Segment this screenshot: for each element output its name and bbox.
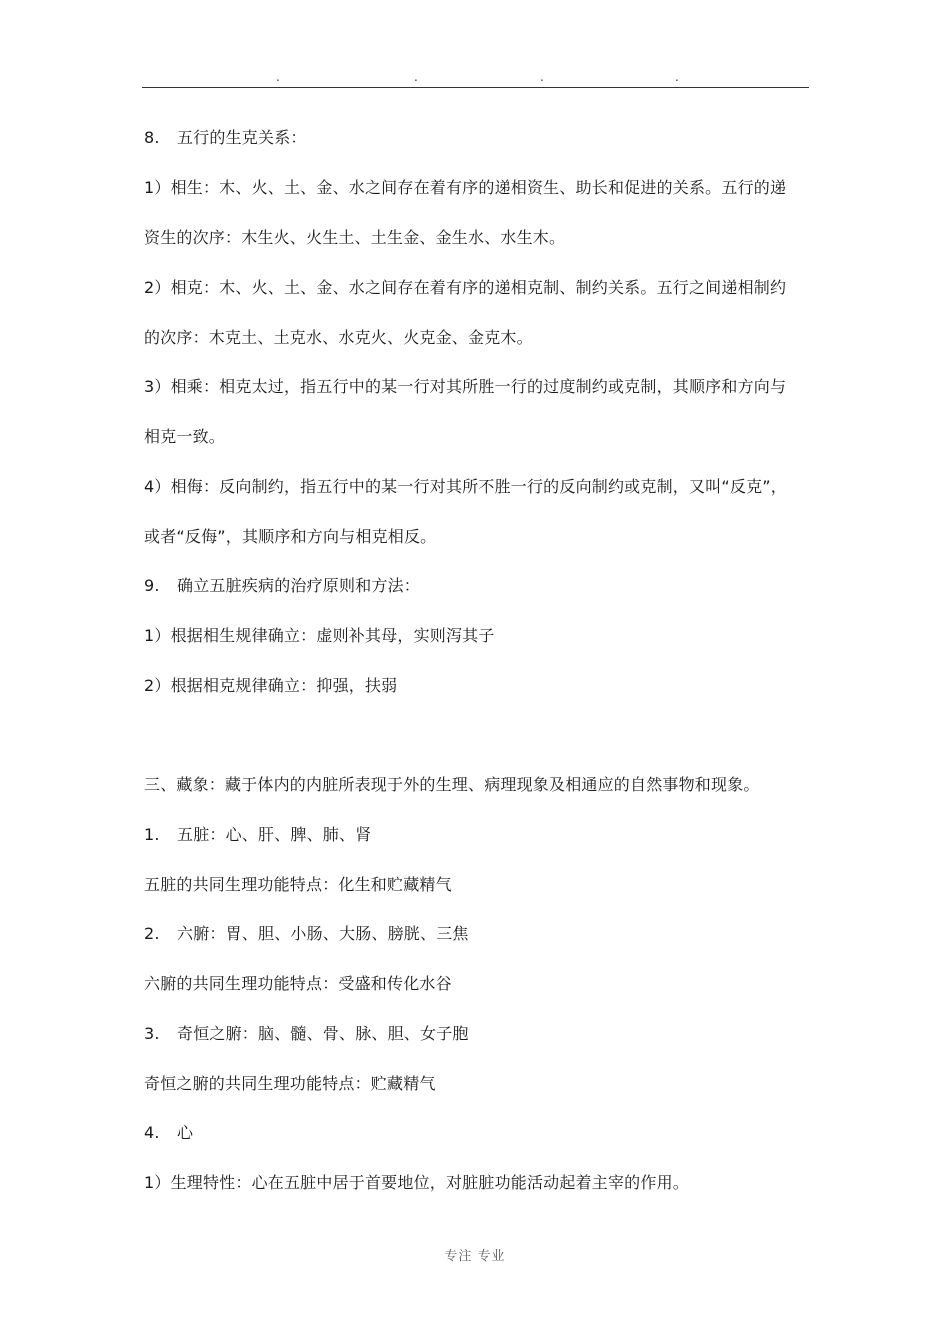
list-number: 3.	[144, 1024, 160, 1043]
header-dot: .	[675, 70, 679, 84]
numbered-item	[144, 924, 469, 944]
section-heading-9	[144, 576, 420, 596]
paragraph-line: 的次序：木克土、土克水、水克火、火克金、金克木。	[144, 328, 533, 347]
paragraph-line: 3）相乘：相克太过，指五行中的某一行对其所胜一行的过度制约或克制，其顺序和方向与	[144, 377, 787, 396]
paragraph-line: 相克一致。	[144, 427, 226, 446]
item-text: 奇恒之腑：脑、髓、骨、脉、胆、女子胞	[177, 1024, 469, 1043]
list-number: 8.	[144, 128, 160, 147]
item-text: 六腑：胃、胆、小肠、大肠、膀胱、三焦	[177, 924, 469, 943]
section-heading-8	[144, 128, 307, 148]
paragraph-line: 2）相克：木、火、土、金、水之间存在着有序的递相克制、制约关系。五行之间递相制约	[144, 278, 787, 297]
heading-text: 五行的生克关系：	[177, 128, 307, 147]
list-number: 1.	[144, 825, 160, 844]
paragraph-line: 2）根据相克规律确立：抑强，扶弱	[144, 676, 398, 695]
paragraph-line: 1）相生：木、火、土、金、水之间存在着有序的递相资生、助长和促进的关系。五行的递	[144, 178, 787, 197]
paragraph-line: 1）生理特性：心在五脏中居于首要地位，对脏脏功能活动起着主宰的作用。	[144, 1173, 689, 1192]
paragraph-line: 或者“反侮”，其顺序和方向与相克相反。	[144, 527, 437, 546]
numbered-item	[144, 1024, 469, 1044]
header-rule	[142, 87, 809, 88]
list-number: 2.	[144, 924, 160, 943]
numbered-item	[144, 825, 371, 845]
item-text: 五脏：心、肝、脾、肺、肾	[177, 825, 372, 844]
paragraph-line: 资生的次序：木生火、火生土、土生金、金生水、水生木。	[144, 228, 566, 247]
header-dot: .	[540, 70, 544, 84]
numbered-item	[144, 1123, 193, 1143]
paragraph-line: 六腑的共同生理功能特点：受盛和传化水谷	[144, 974, 452, 993]
header-dot: .	[414, 70, 418, 84]
header-dot: .	[276, 70, 280, 84]
item-text: 心	[177, 1123, 194, 1142]
paragraph-line: 4）相侮：反向制约，指五行中的某一行对其所不胜一行的反向制约或克制，又叫“反克”，	[144, 477, 787, 496]
paragraph-line: 奇恒之腑的共同生理功能特点：贮藏精气	[144, 1074, 436, 1093]
paragraph-line: 1）根据相生规律确立：虚则补其母，实则泻其子	[144, 626, 495, 645]
page-footer: 专注 专业	[444, 1249, 506, 1264]
chapter-heading: 三、藏象：藏于体内的内脏所表现于外的生理、病理现象及相通应的自然事物和现象。	[144, 775, 760, 794]
list-number: 9.	[144, 576, 160, 595]
list-number: 4.	[144, 1123, 160, 1142]
paragraph-line: 五脏的共同生理功能特点：化生和贮藏精气	[144, 875, 452, 894]
heading-text: 确立五脏疾病的治疗原则和方法：	[177, 576, 421, 595]
